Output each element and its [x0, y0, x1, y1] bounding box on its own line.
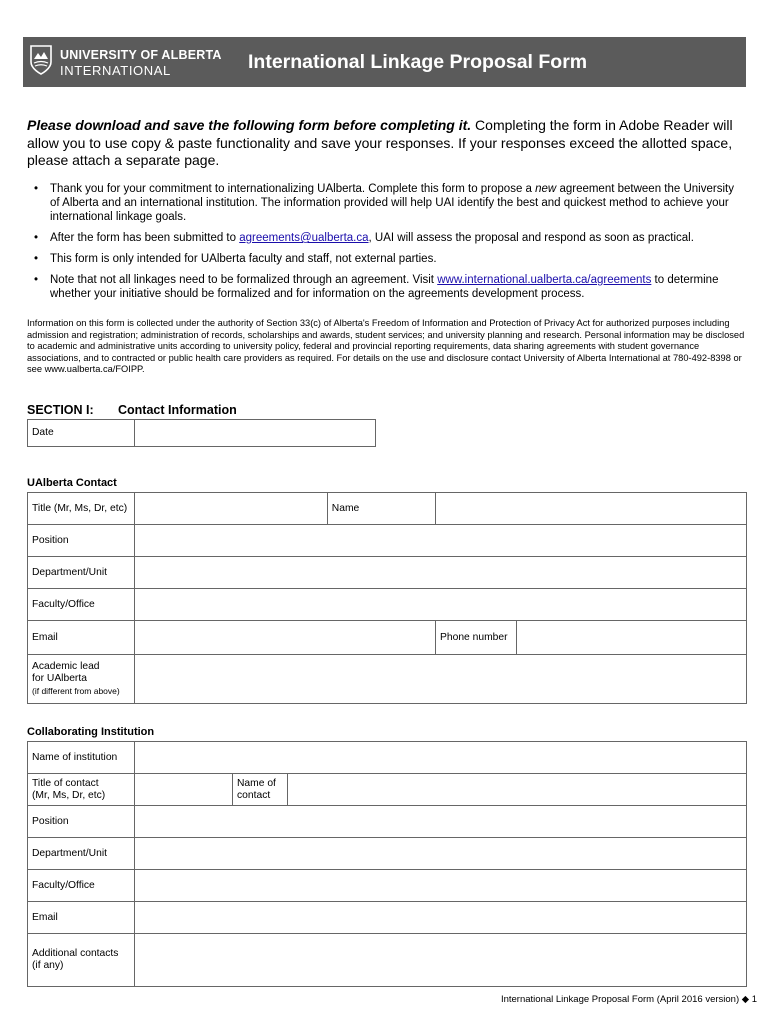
contact-name-line: Name of: [237, 777, 276, 789]
contact-title-line: (Mr, Ms, Dr, etc): [32, 789, 106, 801]
academic-lead-field[interactable]: [135, 655, 747, 704]
list-item: [27, 252, 742, 266]
faculty-label: Faculty/Office: [28, 589, 135, 621]
page-number: 1: [751, 994, 757, 1005]
collab-faculty-field[interactable]: [135, 870, 747, 902]
bullet-icon: •: [34, 274, 39, 286]
list-item: [27, 273, 742, 301]
academic-lead-line: for UAlberta: [32, 673, 87, 684]
contact-name-field[interactable]: [288, 774, 747, 806]
note-text: After the form has been submitted to: [50, 232, 240, 244]
faculty-field[interactable]: [135, 589, 747, 621]
note-text: agreement between the University of Alberta and an international institution. The information provided will help UAI identify the best and quickest method to achieve your international linkage goals.: [50, 183, 734, 223]
list-item: [27, 231, 742, 245]
date-field[interactable]: [135, 420, 376, 447]
phone-label: Phone number: [436, 621, 517, 655]
note-text: to determine whether your initiative should be formalized and for information on the agreements development process.: [50, 274, 719, 300]
contact-title-line: Title of contact: [32, 777, 99, 789]
intro-text: Completing the form in Adobe Reader will allow you to use copy & paste functionality and save your responses. If your responses exceed the allotted space, please attach a separate page.: [27, 117, 733, 168]
collab-heading: Collaborating Institution: [27, 726, 155, 738]
title-label: Title (Mr, Ms, Dr, etc): [28, 493, 135, 525]
institution-label: Name of institution: [28, 742, 135, 774]
privacy-notice: Information on this form is collected under the authority of Section 33(c) of Alberta's Freedom of Information and Protection of Privacy Act for authorized purposes including admission and registration; administration of records, scholarships and awards, student services; and university planning and research. Personal information may be disclosed to academic and administrative units according to university policy, federal and provincial reporting requirements, data sharing agreements with student governance associations, and to contracted or public health care providers as required. For details on the use and disclosure contact University of Alberta International at 780-492-8398 or see www.ualberta.ca/FOIPP.: [27, 318, 745, 375]
contact-title-label: [28, 774, 135, 806]
collab-email-field[interactable]: [135, 902, 747, 934]
position-field[interactable]: [135, 525, 747, 557]
agreements-website-link[interactable]: www.international.ualberta.ca/agreements: [437, 274, 652, 286]
institution-field[interactable]: [135, 742, 747, 774]
collab-position-label: Position: [28, 806, 135, 838]
shield-icon: [30, 45, 52, 75]
contact-title-field[interactable]: [135, 774, 233, 806]
bullet-icon: •: [34, 183, 39, 195]
section-number: SECTION I:: [27, 403, 94, 417]
additional-contacts-line: (if any): [32, 960, 64, 971]
academic-lead-note: (if different from above): [32, 686, 120, 696]
logo-text-university: UNIVERSITY OF ALBERTA: [60, 48, 222, 62]
department-field[interactable]: [135, 557, 747, 589]
collab-department-label: Department/Unit: [28, 838, 135, 870]
additional-contacts-label: [28, 934, 135, 987]
position-label: Position: [28, 525, 135, 557]
name-label: Name: [327, 493, 435, 525]
page-footer: [501, 994, 757, 1005]
collab-position-field[interactable]: [135, 806, 747, 838]
bullet-icon: •: [34, 232, 39, 244]
academic-lead-label: [28, 655, 135, 704]
phone-field[interactable]: [517, 621, 747, 655]
section-title: Contact Information: [118, 403, 237, 417]
additional-contacts-field[interactable]: [135, 934, 747, 987]
note-emphasis: new: [535, 183, 557, 195]
academic-lead-line: Academic lead: [32, 661, 100, 672]
diamond-icon: ◆: [741, 994, 750, 1005]
contact-name-line: contact: [237, 789, 271, 801]
ua-contact-table: [27, 492, 747, 704]
collab-faculty-label: Faculty/Office: [28, 870, 135, 902]
email-field[interactable]: [135, 621, 436, 655]
bullet-icon: •: [34, 253, 39, 265]
collab-department-field[interactable]: [135, 838, 747, 870]
university-logo: [30, 43, 230, 81]
contact-name-label: [233, 774, 288, 806]
additional-contacts-line: Additional contacts: [32, 948, 119, 959]
logo-text-international: INTERNATIONAL: [60, 63, 171, 78]
note-text: Thank you for your commitment to internationalizing UAlberta. Complete this form to propose a: [50, 183, 536, 195]
note-text: This form is only intended for UAlberta faculty and staff, not external parties.: [50, 253, 437, 265]
note-text: Note that not all linkages need to be formalized through an agreement. Visit: [50, 274, 438, 286]
name-field[interactable]: [436, 493, 747, 525]
list-item: [27, 182, 742, 224]
date-table: [27, 419, 376, 447]
title-field[interactable]: [135, 493, 328, 525]
footer-text: International Linkage Proposal Form (April 2016 version): [500, 994, 740, 1005]
intro-paragraph: [27, 117, 742, 170]
ua-contact-heading: UAlberta Contact: [27, 477, 117, 489]
note-text: , UAI will assess the proposal and respond as soon as practical.: [368, 232, 694, 244]
department-label: Department/Unit: [28, 557, 135, 589]
email-label: Email: [28, 621, 135, 655]
agreements-email-link[interactable]: agreements@ualberta.ca: [239, 232, 369, 244]
notes-list: [27, 182, 742, 308]
page-title: International Linkage Proposal Form: [248, 51, 588, 73]
date-label: Date: [28, 420, 135, 447]
collab-table: [27, 741, 747, 987]
intro-emphasis: Please download and save the following form before completing it.: [27, 117, 472, 133]
collab-email-label: Email: [28, 902, 135, 934]
